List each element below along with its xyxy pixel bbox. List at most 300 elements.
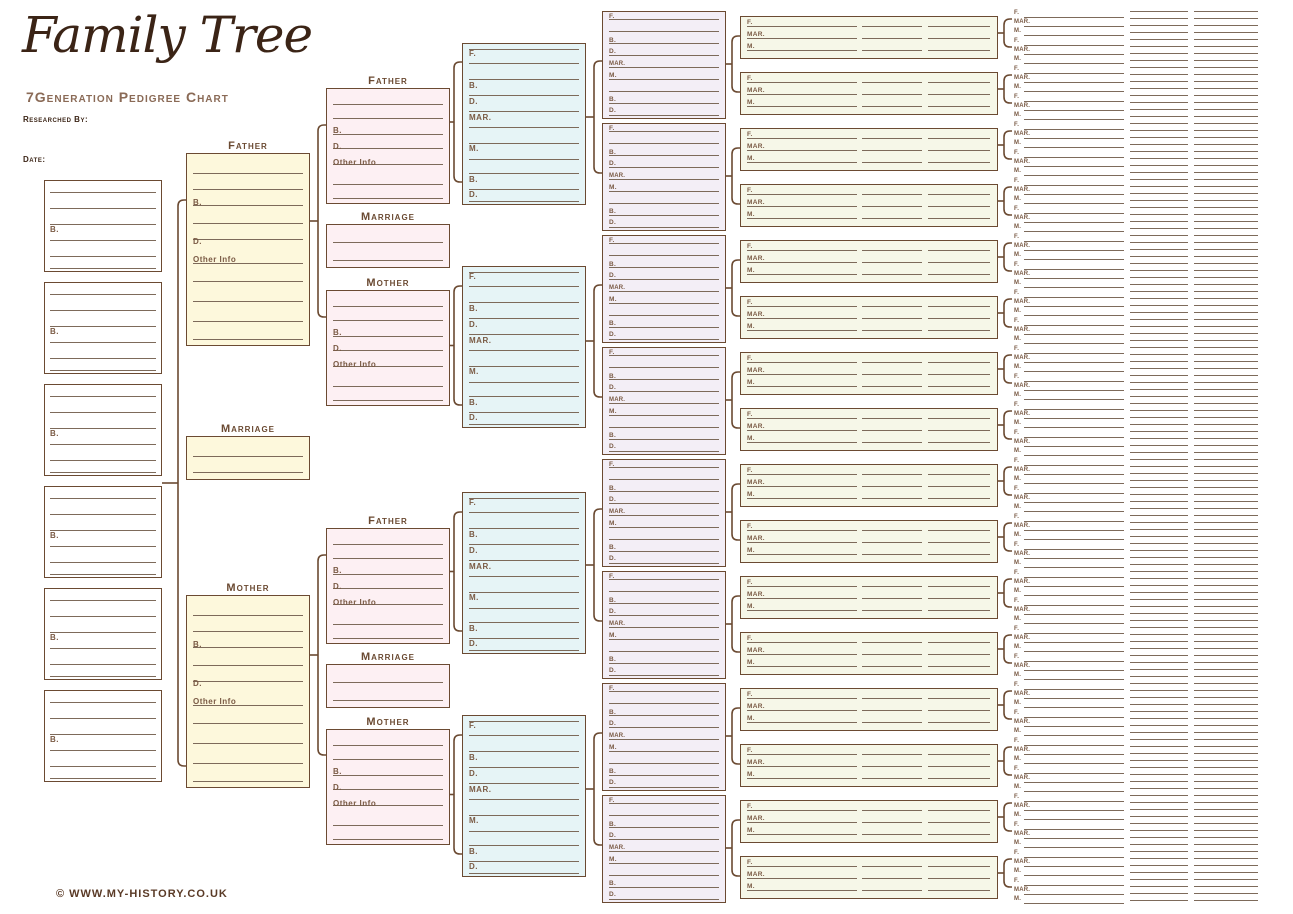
writing-line[interactable] [333,242,443,243]
writing-line[interactable] [1024,577,1124,578]
writing-line[interactable] [50,396,156,397]
writing-line[interactable] [1024,297,1124,298]
writing-line[interactable] [1024,325,1124,326]
writing-line[interactable] [50,370,156,371]
writing-line[interactable] [1130,340,1188,341]
writing-line[interactable] [193,743,303,744]
writing-line[interactable] [469,302,579,303]
writing-line[interactable] [1194,200,1258,201]
writing-line[interactable] [1130,382,1188,383]
writing-line[interactable] [1130,277,1188,278]
writing-line[interactable] [1130,578,1188,579]
writing-line[interactable] [928,542,990,543]
writing-line[interactable] [50,702,156,703]
writing-line[interactable] [747,162,857,163]
writing-line[interactable] [333,134,443,135]
writing-line[interactable] [1024,82,1124,83]
writing-line[interactable] [747,754,857,755]
writing-line[interactable] [1130,249,1188,250]
writing-line[interactable] [469,95,579,96]
writing-line[interactable] [193,647,303,648]
writing-line[interactable] [1194,536,1258,537]
writing-line[interactable] [50,530,156,531]
writing-line[interactable] [1130,718,1188,719]
writing-line[interactable] [193,239,303,240]
writing-line[interactable] [609,691,719,692]
writing-line[interactable] [1024,63,1124,64]
writing-line[interactable] [862,38,922,39]
writing-line[interactable] [747,442,857,443]
writing-line[interactable] [1130,396,1188,397]
writing-line[interactable] [747,38,857,39]
writing-line[interactable] [469,512,579,513]
writing-line[interactable] [609,615,719,616]
writing-line[interactable] [1130,284,1188,285]
parent-box-mother[interactable] [186,595,310,788]
writing-line[interactable] [1024,399,1124,400]
writing-line[interactable] [193,173,303,174]
writing-line[interactable] [1194,732,1258,733]
writing-line[interactable] [1130,529,1188,530]
writing-line[interactable] [1194,228,1258,229]
writing-line[interactable] [1194,515,1258,516]
writing-line[interactable] [928,834,990,835]
writing-line[interactable] [1024,157,1124,158]
writing-line[interactable] [1194,487,1258,488]
writing-line[interactable] [50,208,156,209]
writing-line[interactable] [609,551,719,552]
writing-line[interactable] [333,588,443,589]
writing-line[interactable] [1130,816,1188,817]
writing-line[interactable] [1024,595,1124,596]
writing-line[interactable] [1194,830,1258,831]
writing-line[interactable] [862,822,922,823]
writing-line[interactable] [1130,585,1188,586]
writing-line[interactable] [1194,242,1258,243]
writing-line[interactable] [1194,109,1258,110]
writing-line[interactable] [1130,130,1188,131]
writing-line[interactable] [1024,810,1124,811]
writing-line[interactable] [1130,431,1188,432]
writing-line[interactable] [1024,633,1124,634]
writing-line[interactable] [469,143,579,144]
writing-line[interactable] [609,391,719,392]
writing-line[interactable] [333,118,443,119]
writing-line[interactable] [747,250,857,251]
writing-line[interactable] [1194,522,1258,523]
writing-line[interactable] [50,294,156,295]
writing-line[interactable] [1024,119,1124,120]
grandparent-box-mother[interactable] [326,729,450,845]
writing-line[interactable] [469,576,579,577]
writing-line[interactable] [747,218,857,219]
writing-line[interactable] [862,698,922,699]
writing-line[interactable] [1194,53,1258,54]
writing-line[interactable] [609,787,719,788]
writing-line[interactable] [1130,18,1188,19]
great-grandparent-box[interactable] [462,266,586,428]
writing-line[interactable] [862,418,922,419]
writing-line[interactable] [333,336,443,337]
writing-line[interactable] [1130,256,1188,257]
writing-line[interactable] [1024,315,1124,316]
writing-line[interactable] [193,472,303,473]
writing-line[interactable] [1130,753,1188,754]
writing-line[interactable] [928,810,990,811]
writing-line[interactable] [1130,74,1188,75]
writing-line[interactable] [747,106,857,107]
writing-line[interactable] [1194,60,1258,61]
writing-line[interactable] [333,148,443,149]
writing-line[interactable] [1130,851,1188,852]
writing-line[interactable] [862,106,922,107]
writing-line[interactable] [1024,511,1124,512]
writing-line[interactable] [1194,634,1258,635]
writing-line[interactable] [1194,578,1258,579]
writing-line[interactable] [469,544,579,545]
writing-line[interactable] [1130,725,1188,726]
writing-line[interactable] [928,362,990,363]
writing-line[interactable] [1024,73,1124,74]
writing-line[interactable] [1194,753,1258,754]
writing-line[interactable] [862,654,922,655]
writing-line[interactable] [1194,529,1258,530]
writing-line[interactable] [928,666,990,667]
writing-line[interactable] [1194,564,1258,565]
writing-line[interactable] [1024,54,1124,55]
writing-line[interactable] [609,527,719,528]
writing-line[interactable] [862,642,922,643]
writing-line[interactable] [1130,557,1188,558]
writing-line[interactable] [1194,32,1258,33]
writing-line[interactable] [747,362,857,363]
writing-line[interactable] [1194,823,1258,824]
writing-line[interactable] [928,150,990,151]
writing-line[interactable] [1024,642,1124,643]
writing-line[interactable] [747,374,857,375]
writing-line[interactable] [1024,371,1124,372]
writing-line[interactable] [50,224,156,225]
writing-line[interactable] [1130,53,1188,54]
writing-line[interactable] [609,827,719,828]
writing-line[interactable] [1194,18,1258,19]
writing-line[interactable] [469,272,579,273]
writing-line[interactable] [862,610,922,611]
writing-line[interactable] [747,26,857,27]
writing-line[interactable] [862,498,922,499]
writing-line[interactable] [50,616,156,617]
writing-line[interactable] [609,327,719,328]
child-box[interactable] [44,486,162,578]
writing-line[interactable] [193,223,303,224]
writing-line[interactable] [1130,165,1188,166]
writing-line[interactable] [862,754,922,755]
writing-line[interactable] [928,318,990,319]
writing-line[interactable] [928,306,990,307]
writing-line[interactable] [747,878,857,879]
writing-line[interactable] [1130,158,1188,159]
writing-line[interactable] [862,250,922,251]
writing-line[interactable] [1194,886,1258,887]
writing-line[interactable] [862,890,922,891]
writing-line[interactable] [333,400,443,401]
writing-line[interactable] [862,442,922,443]
writing-line[interactable] [609,43,719,44]
writing-line[interactable] [862,586,922,587]
writing-line[interactable] [1024,101,1124,102]
writing-line[interactable] [1024,754,1124,755]
writing-line[interactable] [1130,781,1188,782]
writing-line[interactable] [469,815,579,816]
writing-line[interactable] [50,326,156,327]
writing-line[interactable] [747,474,857,475]
writing-line[interactable] [862,362,922,363]
writing-line[interactable] [1194,508,1258,509]
writing-line[interactable] [1194,494,1258,495]
writing-line[interactable] [862,138,922,139]
writing-line[interactable] [1130,361,1188,362]
writing-line[interactable] [1130,375,1188,376]
writing-line[interactable] [469,159,579,160]
writing-line[interactable] [609,379,719,380]
writing-line[interactable] [1024,437,1124,438]
writing-line[interactable] [747,206,857,207]
writing-line[interactable] [862,486,922,487]
writing-line[interactable] [1024,801,1124,802]
writing-line[interactable] [1130,606,1188,607]
writing-line[interactable] [1130,67,1188,68]
writing-line[interactable] [1024,465,1124,466]
writing-line[interactable] [1024,203,1124,204]
writing-line[interactable] [1024,446,1124,447]
writing-line[interactable] [1130,697,1188,698]
writing-line[interactable] [469,622,579,623]
writing-line[interactable] [1194,690,1258,691]
writing-line[interactable] [1130,676,1188,677]
writing-line[interactable] [747,610,857,611]
writing-line[interactable] [862,810,922,811]
writing-line[interactable] [1130,613,1188,614]
writing-line[interactable] [609,367,719,368]
great-grandparent-box[interactable] [462,43,586,205]
writing-line[interactable] [609,67,719,68]
writing-line[interactable] [1130,865,1188,866]
writing-line[interactable] [50,718,156,719]
writing-line[interactable] [333,544,443,545]
writing-line[interactable] [1194,774,1258,775]
writing-line[interactable] [928,218,990,219]
writing-line[interactable] [1024,885,1124,886]
child-box[interactable] [44,690,162,782]
writing-line[interactable] [1194,571,1258,572]
writing-line[interactable] [469,412,579,413]
writing-line[interactable] [1024,409,1124,410]
writing-line[interactable] [928,250,990,251]
writing-line[interactable] [1130,830,1188,831]
writing-line[interactable] [50,256,156,257]
writing-line[interactable] [747,554,857,555]
writing-line[interactable] [609,103,719,104]
writing-line[interactable] [1130,732,1188,733]
writing-line[interactable] [1194,130,1258,131]
writing-line[interactable] [928,418,990,419]
writing-line[interactable] [1130,774,1188,775]
writing-line[interactable] [1130,95,1188,96]
writing-line[interactable] [1130,326,1188,327]
writing-line[interactable] [50,750,156,751]
writing-line[interactable] [1130,655,1188,656]
writing-line[interactable] [1194,333,1258,334]
writing-line[interactable] [1130,11,1188,12]
writing-line[interactable] [193,665,303,666]
writing-line[interactable] [1130,403,1188,404]
writing-line[interactable] [1194,312,1258,313]
writing-line[interactable] [609,815,719,816]
writing-line[interactable] [1024,185,1124,186]
writing-line[interactable] [1194,844,1258,845]
writing-line[interactable] [609,167,719,168]
writing-line[interactable] [50,778,156,779]
writing-line[interactable] [1024,530,1124,531]
writing-line[interactable] [1024,866,1124,867]
writing-line[interactable] [1024,539,1124,540]
writing-line[interactable] [1194,347,1258,348]
writing-line[interactable] [1194,438,1258,439]
writing-line[interactable] [609,651,719,652]
writing-line[interactable] [862,374,922,375]
writing-line[interactable] [609,415,719,416]
parent-box-father[interactable] [186,153,310,346]
writing-line[interactable] [1194,151,1258,152]
writing-line[interactable] [609,91,719,92]
writing-line[interactable] [1130,424,1188,425]
writing-line[interactable] [1130,550,1188,551]
writing-line[interactable] [1024,26,1124,27]
writing-line[interactable] [862,218,922,219]
writing-line[interactable] [1130,452,1188,453]
writing-line[interactable] [747,698,857,699]
writing-line[interactable] [862,666,922,667]
writing-line[interactable] [1024,558,1124,559]
writing-line[interactable] [1024,110,1124,111]
writing-line[interactable] [928,162,990,163]
writing-line[interactable] [469,721,579,722]
writing-line[interactable] [1130,312,1188,313]
writing-line[interactable] [469,318,579,319]
writing-line[interactable] [609,355,719,356]
writing-line[interactable] [1130,858,1188,859]
writing-line[interactable] [1024,521,1124,522]
writing-line[interactable] [1194,606,1258,607]
writing-line[interactable] [1194,382,1258,383]
writing-line[interactable] [1194,599,1258,600]
writing-line[interactable] [1130,571,1188,572]
writing-line[interactable] [1024,698,1124,699]
writing-line[interactable] [1194,74,1258,75]
writing-line[interactable] [1130,46,1188,47]
writing-line[interactable] [1130,263,1188,264]
writing-line[interactable] [609,79,719,80]
writing-line[interactable] [1130,900,1188,901]
writing-line[interactable] [333,198,443,199]
writing-line[interactable] [469,366,579,367]
great-grandparent-box[interactable] [462,715,586,877]
writing-line[interactable] [1130,123,1188,124]
writing-line[interactable] [1194,816,1258,817]
writing-line[interactable] [1130,270,1188,271]
writing-line[interactable] [609,839,719,840]
writing-line[interactable] [469,127,579,128]
writing-line[interactable] [1194,557,1258,558]
writing-line[interactable] [747,318,857,319]
writing-line[interactable] [747,654,857,655]
writing-line[interactable] [1194,683,1258,684]
writing-line[interactable] [862,94,922,95]
writing-line[interactable] [1024,791,1124,792]
writing-line[interactable] [1024,334,1124,335]
writing-line[interactable] [1024,623,1124,624]
writing-line[interactable] [469,189,579,190]
writing-line[interactable] [1130,81,1188,82]
writing-line[interactable] [50,460,156,461]
writing-line[interactable] [1130,88,1188,89]
writing-line[interactable] [609,131,719,132]
writing-line[interactable] [1024,343,1124,344]
writing-line[interactable] [1194,466,1258,467]
writing-line[interactable] [1194,452,1258,453]
child-box[interactable] [44,282,162,374]
writing-line[interactable] [928,754,990,755]
writing-line[interactable] [333,184,443,185]
writing-line[interactable] [609,143,719,144]
writing-line[interactable] [609,851,719,852]
writing-line[interactable] [1194,354,1258,355]
writing-line[interactable] [609,303,719,304]
writing-line[interactable] [50,240,156,241]
writing-line[interactable] [1024,231,1124,232]
writing-line[interactable] [1024,474,1124,475]
writing-line[interactable] [928,554,990,555]
writing-line[interactable] [1130,522,1188,523]
writing-line[interactable] [1194,172,1258,173]
writing-line[interactable] [50,310,156,311]
writing-line[interactable] [1194,620,1258,621]
writing-line[interactable] [928,890,990,891]
writing-line[interactable] [1194,760,1258,761]
writing-line[interactable] [1194,88,1258,89]
marriage-box[interactable] [326,664,450,708]
writing-line[interactable] [1194,746,1258,747]
writing-line[interactable] [747,710,857,711]
writing-line[interactable] [50,514,156,515]
writing-line[interactable] [862,710,922,711]
writing-line[interactable] [469,350,579,351]
writing-line[interactable] [747,262,857,263]
writing-line[interactable] [1130,795,1188,796]
writing-line[interactable] [193,763,303,764]
grandparent-box-father[interactable] [326,88,450,204]
writing-line[interactable] [1024,726,1124,727]
writing-line[interactable] [862,50,922,51]
writing-line[interactable] [469,861,579,862]
writing-line[interactable] [1024,241,1124,242]
writing-line[interactable] [609,763,719,764]
writing-line[interactable] [1130,788,1188,789]
writing-line[interactable] [333,558,443,559]
writing-line[interactable] [609,739,719,740]
writing-line[interactable] [1130,536,1188,537]
writing-line[interactable] [469,424,579,425]
